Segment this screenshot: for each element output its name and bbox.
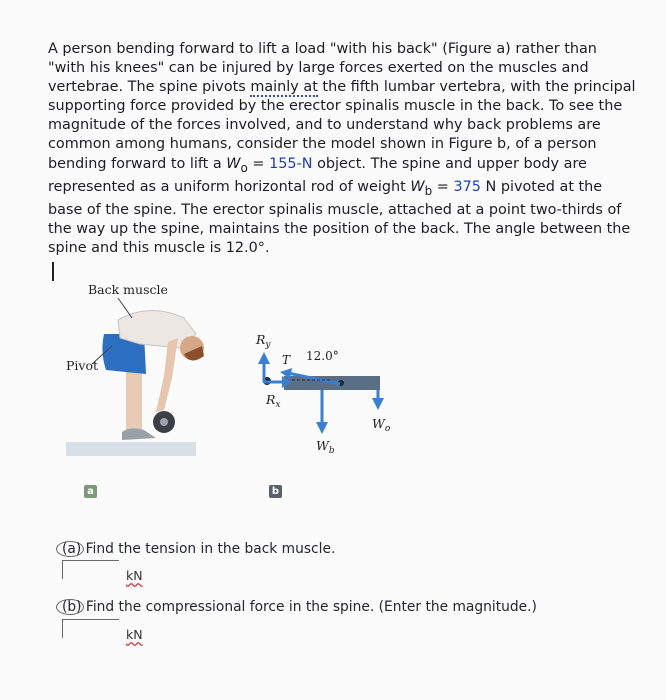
figure-diagram (60, 272, 440, 512)
answer-b-unit: kN (126, 627, 143, 642)
wb-value: 375 (453, 178, 481, 195)
floor (66, 442, 196, 456)
angle-label: 12.0° (306, 349, 339, 363)
figure-b-tag: b (269, 485, 282, 498)
wo-value: 155 (269, 155, 297, 172)
answer-a-input[interactable] (62, 560, 119, 579)
back-muscle-label: Back muscle (88, 282, 168, 297)
wb-arrowhead (316, 422, 328, 434)
ry-label: $R_y$ (256, 332, 271, 350)
figure-a-tag: a (84, 485, 97, 498)
pivot-label: Pivot (66, 358, 99, 373)
back-muscle-leader (118, 298, 132, 318)
leg (126, 370, 142, 436)
t-label: T (282, 353, 291, 367)
problem-statement: A person bending forward to lift a load "with his back" (Figure a) rather than "with his knees" can be injured by large forces exerted on the muscles and vertebrae. The spine pivots mainly at the fifth lumbar vertebra, with the principal supporting force provided by the erector spinalis muscle in the back. To see the magnitude of the forces involved, and to understand why back problems are common among humans, consider the model shown in Figure b, of a person bending forward to lift a $W_o = 155-N$ object. The spine and upper body are represented as a uniform horizontal rod of weight $W_b = 375$ N pivoted at the base of the spine. The erector spinalis muscle, attached at a point two-thirds of the way up the spine, maintains the position of the back. The angle between the spine and this muscle is 12.0°. (48, 41, 636, 256)
question-a: (a) Find the tension in the back muscle. (62, 541, 336, 557)
wo-arrowhead (372, 398, 384, 410)
figure-b-diagram (258, 352, 384, 434)
figure-a-person (66, 298, 204, 456)
wb-label: $W_b$ (316, 438, 335, 456)
rx-label: $R_x$ (266, 392, 281, 410)
answer-a-unit: kN (126, 568, 143, 583)
dotted-underline-phrase: mainly at (250, 79, 318, 96)
text-cursor (52, 262, 54, 281)
shoe (122, 428, 156, 440)
answer-b-input[interactable] (62, 619, 119, 638)
ry-arrowhead (258, 352, 270, 364)
question-b: (b) Find the compressional force in the spine. (Enter the magnitude.) (62, 599, 537, 615)
wo-label: $W_o$ (372, 416, 391, 434)
arm (156, 338, 178, 412)
